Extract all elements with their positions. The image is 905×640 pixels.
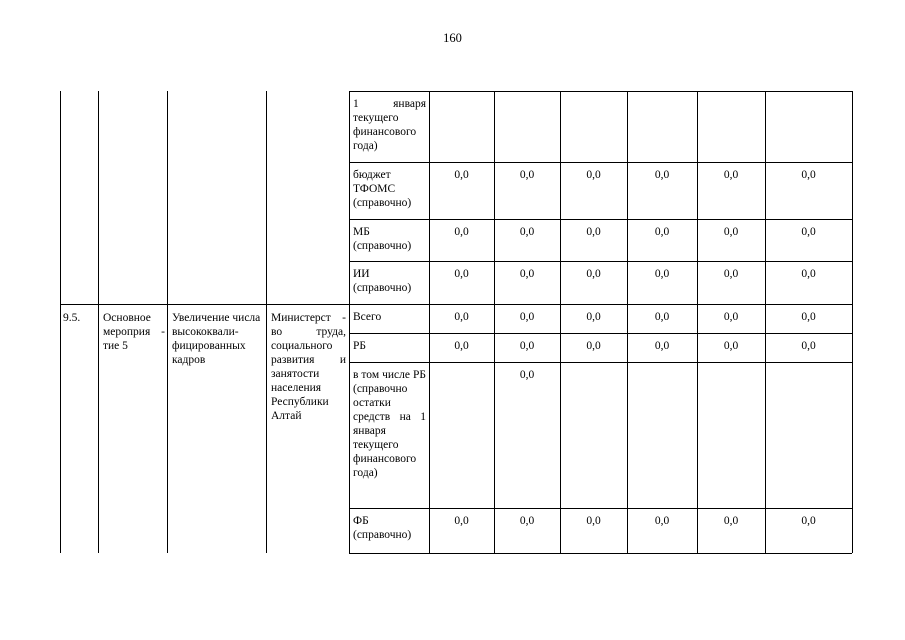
row-label: 1 января текущего финансового года) [353, 98, 426, 152]
row-value: 0,0 [801, 340, 816, 352]
row-label: бюджет ТФОМС (справочно) [353, 169, 412, 209]
row-value: 0,0 [723, 268, 739, 280]
row-label: МБ (справочно) [353, 226, 412, 252]
row-label: ИИ (справочно) [353, 268, 412, 294]
row-value: 0,0 [723, 226, 739, 238]
table-row-border [349, 362, 852, 363]
row-value: 0,0 [801, 311, 816, 323]
row-value: 0,0 [454, 268, 469, 280]
row-value: 0,0 [454, 340, 469, 352]
row-value: 0,0 [586, 169, 601, 181]
row-value: 0,0 [723, 340, 739, 352]
row-value: 0,0 [586, 340, 601, 352]
row-label: Всего [353, 311, 382, 323]
table-column-border [349, 91, 350, 553]
row-value: 0,0 [801, 226, 816, 238]
row-value: 0,0 [454, 515, 469, 527]
row-value: 0,0 [519, 515, 535, 527]
row-value: 0,0 [654, 311, 670, 323]
table-row-border [349, 508, 852, 509]
row-value: 0,0 [519, 268, 535, 280]
row-label: РБ [353, 340, 366, 352]
row-value: 0,0 [723, 311, 739, 323]
item-executor: Министерст - во труда, социального развития и занятости населения Республики Алтай [271, 312, 346, 422]
row-value: 0,0 [519, 311, 535, 323]
item-number: 9.5. [63, 312, 81, 324]
row-value: 0,0 [454, 311, 469, 323]
row-value: 0,0 [586, 268, 601, 280]
row-value: 0,0 [723, 169, 739, 181]
table-row-border [349, 162, 852, 163]
row-value: 0,0 [519, 226, 535, 238]
table-column-border [266, 91, 267, 553]
row-value: 0,0 [723, 515, 739, 527]
table-column-border [98, 91, 99, 553]
row-value: 0,0 [654, 515, 670, 527]
row-value: 0,0 [519, 169, 535, 181]
table-row-border [349, 553, 852, 554]
row-value: 0,0 [586, 311, 601, 323]
row-value: 0,0 [654, 226, 670, 238]
table-row-border [349, 91, 852, 92]
row-label: в том числе РБ (справочно остатки средств на 1 января текущего финансового года) [353, 369, 426, 479]
row-value: 0,0 [654, 268, 670, 280]
row-value: 0,0 [654, 169, 670, 181]
row-value: 0,0 [801, 515, 816, 527]
table-column-border [852, 91, 853, 553]
row-value: 0,0 [586, 226, 601, 238]
table-row-border [349, 261, 852, 262]
table-row-border [349, 333, 852, 334]
table-column-border [60, 91, 61, 553]
table-row-border [60, 304, 852, 305]
row-value: 0,0 [454, 226, 469, 238]
row-value: 0,0 [654, 340, 670, 352]
page-number: 160 [443, 31, 462, 45]
row-value: 0,0 [586, 515, 601, 527]
table-column-border [167, 91, 168, 553]
row-value: 0,0 [801, 169, 816, 181]
row-value: 0,0 [801, 268, 816, 280]
item-goal: Увеличение числа высококвали- фицированных кадров [172, 312, 261, 366]
item-name: Основное мероприя - тие 5 [103, 312, 165, 352]
row-value: 0,0 [519, 369, 535, 381]
table-row-border [349, 219, 852, 220]
row-value: 0,0 [519, 340, 535, 352]
row-value: 0,0 [454, 169, 469, 181]
row-label: ФБ (справочно) [353, 515, 412, 541]
